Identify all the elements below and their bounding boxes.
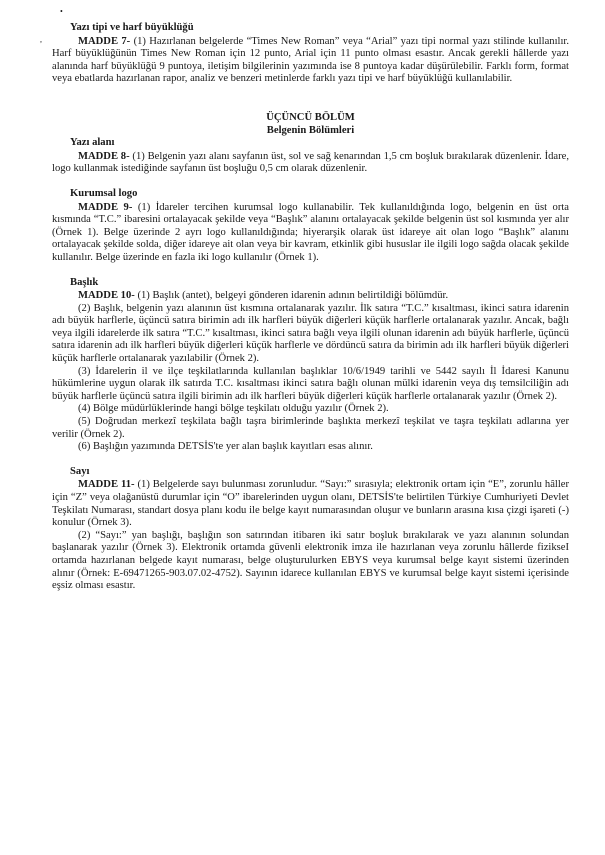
article-text: (1) Belgelerde sayı bulunması zorunludur. “Sayı:” sırasıyla; elektronik ortam için “E”, zorunlu hâller için “Z” veya olağanüstü durumlar için “O” ibarelerinden uygun olanı, DETSİS'te belirtilen Türkiye Cumhuriyeti Devlet Teşkilatı Numarası, standart dosya planı kodu ile belge kayıt numarasından oluşur ve bunların arasına kısa çizgi işareti (-) konulur (Örnek 3). <box>52 479 570 529</box>
article-text: (1) İdareler tercihen kurumsal logo kullanabilir. Tek kullanıldığında logo, belgenin en üst orta kısmında “T.C.” ibaresini ortalayacak şekilde veya “Başlık” alanını ortalayacak şekilde belgenin üst sol kısmında yer alır (Örnek 1). Belge üzerinde 2 ayrı logo kullanıldığında; hiyerarşik olarak üst idareye ait olan logo “Başlık” alanını ortalayacak şekilde solda, diğer idareye ait olan veya bir kavram, etkinlik gibi hususlar ile ilgili logo sağda olacak şekilde kullanılır. Belge üzerinde en fazla iki logo kullanılır (Örnek 1). <box>52 201 569 263</box>
section-heading: Yazı tipi ve harf büyüklüğü <box>70 22 194 33</box>
part-title-block <box>52 112 569 137</box>
scan-mark: , <box>40 35 42 44</box>
part-title: ÜÇÜNCÜ BÖLÜM <box>266 111 355 123</box>
section-number <box>52 466 569 593</box>
section-area <box>52 137 569 176</box>
section-heading: Kurumsal logo <box>70 187 138 199</box>
article-label: MADDE 8- <box>78 150 130 162</box>
section-logo <box>52 188 569 265</box>
article-paragraph <box>52 290 569 303</box>
article-paragraph <box>52 151 569 176</box>
article-label: MADDE 10- <box>78 290 135 302</box>
section-header <box>52 277 569 454</box>
article-paragraph <box>52 36 569 86</box>
paragraph: (2) “Sayı:” yan başlığı, başlığın son satırından itibaren iki satır boşluk bırakılarak ve yazı alanının solundan başlanarak yazılır (Örnek 3). Elektronik ortamda güvenli elektronik imza ile hazırlanan veya zorunlu hâllerde fizikseI ortamda hazırlanan belgede kayıt numarası, belge oluşturulurken EBYS veya kurumsal belge kayıt sistemi üzerinden alınır (Örnek: E-69471265-903.07.02-4752). Sayının idarece kullanılan EBYS ve kurumsal belge kayıt sistemi içerisinde eşsiz olması esastır. <box>52 529 569 592</box>
paragraph: (5) Doğrudan merkezî teşkilata bağlı taşra birimlerinde başlıkta merkezî teşkilat ve taşra teşkilatı adlarına yer verilir (Örnek 2). <box>52 416 569 440</box>
article-label: MADDE 9- <box>78 201 133 213</box>
section-heading: Yazı alanı <box>70 137 115 149</box>
section-heading: Başlık <box>70 276 99 288</box>
article-text: (1) Hazırlanan belgelerde “Times New Roman” veya “Arial” yazı tipi normal yazı stilinde kullanılır. Harf büyüklüğünün Times New Roman için 12 punto, Arial için 11 punto olması esastır. Ancak gerekli hâllerde yazı alanında harf büyüklüğü 9 puntoya, iletişim bilgilerinin yazımında ise 8 puntoya kadar düşürülebilir. Farklı form, format veya ebatlarda hazırlanan rapor, analiz ve benzeri metinlerde farklı yazı tipi ve harf büyüklüğü kullanılabilir. <box>52 35 569 85</box>
article-text: (1) Belgenin yazı alanı sayfanın üst, sol ve sağ kenarından 1,5 cm boşluk bırakılarak düzenlenir. İdare, logo kullanmak istediğinde sayfanın üst boşluğu 0,5 cm olarak düzenlenir. <box>52 150 569 175</box>
scan-speck: • <box>60 7 63 16</box>
section-heading: Sayı <box>70 465 90 477</box>
article-paragraph <box>52 479 569 529</box>
paragraph: (6) Başlığın yazımında DETSİS'te yer alan başlık kayıtları esas alınır. <box>78 441 373 453</box>
article-label: MADDE 7- <box>78 35 131 47</box>
paragraph: (3) İdarelerin il ve ilçe teşkilatlarında kullanılan başlıklar 10/6/1949 tarihli ve 5442 sayılı İl İdaresi Kanunu hükümlerine uygun olarak ilk satırda T.C. kısaltması ikinci satıra bağlı olunan mülki idarenin veya dış temsilciliğin adı büyük harflerle üçüncü satıra ilgili birimin adı ilk harfleri büyük diğerleri küçük harflerle ortalanarak yazılır (Örnek 2). <box>52 365 569 402</box>
article-label: MADDE 11- <box>78 479 135 491</box>
article-text: (1) Başlık (antet), belgeyi gönderen idarenin adının belirtildiği bölümdür. <box>134 290 449 302</box>
part-subtitle: Belgenin Bölümleri <box>266 124 355 136</box>
paragraph: (4) Bölge müdürlüklerinde hangi bölge teşkilatı olduğu yazılır (Örnek 2). <box>78 403 389 415</box>
article-paragraph <box>52 202 569 265</box>
section-font <box>52 22 569 86</box>
paragraph: (2) Başlık, belgenin yazı alanının üst kısmına ortalanarak yazılır. İlk satıra “T.C.” kısaltması, ikinci satıra idarenin adı büyük harflerle, üçüncü satıra birimin adı ilk harfleri büyük diğerleri küçük harflerle ortalanarak yazılır. Ancak, bağlı veya ilgili idarelerde ilk satıra “T.C.” kısaltması, ikinci satıra bağlı veya ilgili olunan idarenin adı büyük harflerle, üçüncü satıra idarenin adı ilk harfleri büyük diğerleri küçük harflerle ve dördüncü satıra da birimin adı ilk harfleri büyük diğerleri küçük harflerle ortalanarak yazılabilir (Örnek 2). <box>52 302 569 365</box>
